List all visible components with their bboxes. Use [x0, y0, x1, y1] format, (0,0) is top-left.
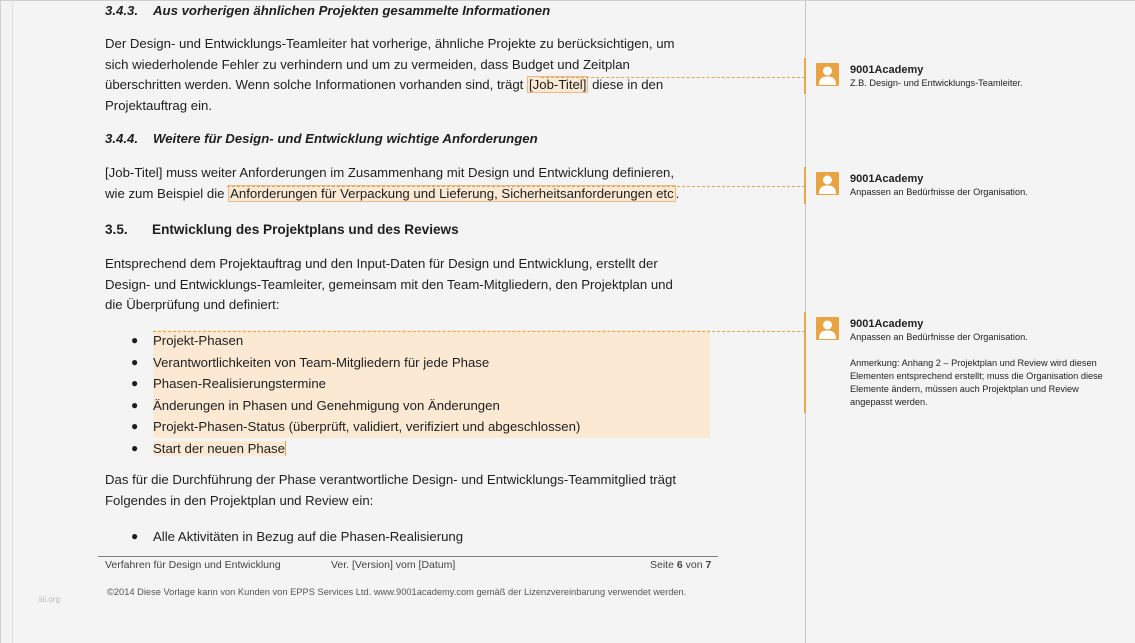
- text-line: Design- und Entwicklungs-Teamleiter, gemeinsam mit den Team-Mitgliedern, den Projektplan und: [105, 276, 673, 292]
- text-line: Projektauftrag ein.: [105, 97, 213, 113]
- commented-list-text[interactable]: Verantwortlichkeiten von Team-Mitgliedern für jede Phase: [153, 352, 710, 374]
- heading-number: 3.5.: [105, 222, 128, 237]
- comment-text-line: Anpassen an Bedürfnisse der Organisation.: [850, 332, 1028, 342]
- text-line: wie zum Beispiel die Anforderungen für Verpackung und Lieferung, Sicherheitsanforderungen etc .: [105, 185, 680, 201]
- commented-text-job-title[interactable]: [Job-Titel]: [529, 77, 587, 92]
- text-line: Folgendes in den Projektplan und Review ein:: [105, 492, 374, 508]
- commented-list-text[interactable]: Änderungen in Phasen und Genehmigung von Änderungen: [153, 395, 710, 417]
- comment-anchor-line-2: [227, 186, 805, 187]
- comment-accent-bar-3: [804, 312, 806, 413]
- text-line: Entsprechend dem Projektauftrag und den Input-Daten für Design und Entwicklung, erstellt der: [105, 256, 658, 271]
- list-item: [131, 373, 710, 395]
- list-text: Alle Aktivitäten in Bezug auf die Phasen-Realisierung: [153, 529, 464, 544]
- heading-title: Aus vorherigen ähnlichen Projekten gesammelte Informationen: [153, 3, 551, 18]
- footer-version: Ver. [Version] vom [Datum]: [331, 559, 456, 571]
- bullet-icon: ●: [131, 419, 139, 433]
- list-item: [131, 330, 710, 352]
- comment-text: Anpassen an Bedürfnisse der Organisation.: [850, 187, 1028, 197]
- commented-list-text[interactable]: Start der neuen Phase: [153, 440, 285, 456]
- comment-accent-bar-2: [804, 167, 806, 204]
- text-line: [Job-Titel] muss weiter Anforderungen im Zusammenhang mit Design und Entwicklung definieren,: [105, 165, 675, 180]
- comment-anchor-line-3: [153, 331, 805, 332]
- comment-accent-bar-1: [804, 58, 806, 94]
- comment-text: Z.B. Design- und Entwicklungs-Teamleiter.: [850, 78, 1023, 88]
- list-item: [131, 416, 710, 438]
- heading-3-4-4: [105, 129, 538, 150]
- bullet-icon: ●: [131, 333, 139, 347]
- comment-balloon-2[interactable]: [816, 172, 1116, 202]
- paragraph-3-4-3[interactable]: [105, 34, 725, 116]
- footer-page-number: Seite 6 von 7: [650, 559, 712, 571]
- heading-title: Entwicklung des Projektplans und des Reviews: [152, 222, 459, 237]
- comment-note: Anmerkung: Anhang 2 – Projektplan und Review wird diesen Elementen entsprechend erstellt; muss die Organisation diese Elemente ändern, müssen auch Projektplan und Review angepasst werden.: [850, 358, 1103, 407]
- bullet-icon: ●: [131, 529, 139, 543]
- heading-number: 3.4.4.: [105, 131, 138, 146]
- heading-3-5: [105, 220, 459, 241]
- bullet-icon: ●: [131, 397, 139, 412]
- heading-3-4-3: [105, 1, 550, 22]
- watermark-text: iiii.org: [39, 595, 60, 604]
- comment-author: 9001Academy: [850, 318, 924, 330]
- comment-author: 9001Academy: [850, 64, 924, 76]
- heading-number: 3.4.3.: [105, 3, 138, 18]
- commented-list-text[interactable]: Projekt-Phasen: [153, 330, 710, 352]
- bullet-icon: ●: [131, 440, 139, 455]
- list-item: [131, 526, 464, 548]
- footer-copyright: ©2014 Diese Vorlage kann von Kunden von EPPS Services Ltd. www.9001academy.com gemäß der Lizenzvereinbarung verwendet werden.: [107, 587, 687, 597]
- paragraph-3-5-b[interactable]: [105, 470, 725, 511]
- comment-balloon-3[interactable]: [816, 317, 1116, 413]
- list-item: [131, 438, 710, 460]
- commented-text-requirements[interactable]: Anforderungen für Verpackung und Lieferung, Sicherheitsanforderungen etc: [230, 185, 674, 201]
- bullet-icon: ●: [131, 376, 139, 390]
- user-avatar-icon: [816, 172, 839, 195]
- paragraph-3-5[interactable]: [105, 254, 725, 316]
- phase-bullet-list[interactable]: [131, 330, 710, 459]
- user-avatar-icon: [816, 63, 839, 86]
- left-margin: [1, 1, 13, 643]
- text-line: Der Design- und Entwicklungs-Teamleiter hat vorherige, ähnliche Projekte zu berücksichtigen, um: [105, 36, 675, 51]
- footer-divider: [98, 556, 718, 557]
- text-line: die Überprüfung und definiert:: [105, 297, 280, 312]
- heading-title: Weitere für Design- und Entwicklung wichtige Anforderungen: [153, 131, 538, 146]
- comment-text: [850, 331, 1112, 409]
- text-line: Das für die Durchführung der Phase verantwortliche Design- und Entwicklungs-Teammitglied trägt: [105, 472, 676, 487]
- comment-author: 9001Academy: [850, 173, 924, 185]
- commented-list-text[interactable]: Phasen-Realisierungstermine: [153, 373, 710, 395]
- list-item: [131, 395, 710, 417]
- paragraph-3-4-4[interactable]: [105, 163, 725, 204]
- list-item: [131, 352, 710, 374]
- user-avatar-icon: [816, 317, 839, 340]
- commented-list-text[interactable]: Projekt-Phasen-Status (überprüft, validiert, verifiziert und abgeschlossen): [153, 416, 710, 438]
- bullet-icon: ●: [131, 354, 139, 369]
- comment-anchor-line-1: [541, 77, 805, 78]
- activity-bullet-list[interactable]: [131, 526, 464, 548]
- text-line: überschritten werden. Wenn solche Informationen vorhanden sind, trägt [Job-Titel] diese in den: [105, 77, 664, 92]
- text-line: sich wiederholende Fehler zu verhindern und um zu vermeiden, dass Budget und Zeitplan: [105, 56, 630, 72]
- comment-balloon-1[interactable]: [816, 63, 1116, 93]
- footer-title: Verfahren für Design und Entwicklung: [105, 559, 281, 571]
